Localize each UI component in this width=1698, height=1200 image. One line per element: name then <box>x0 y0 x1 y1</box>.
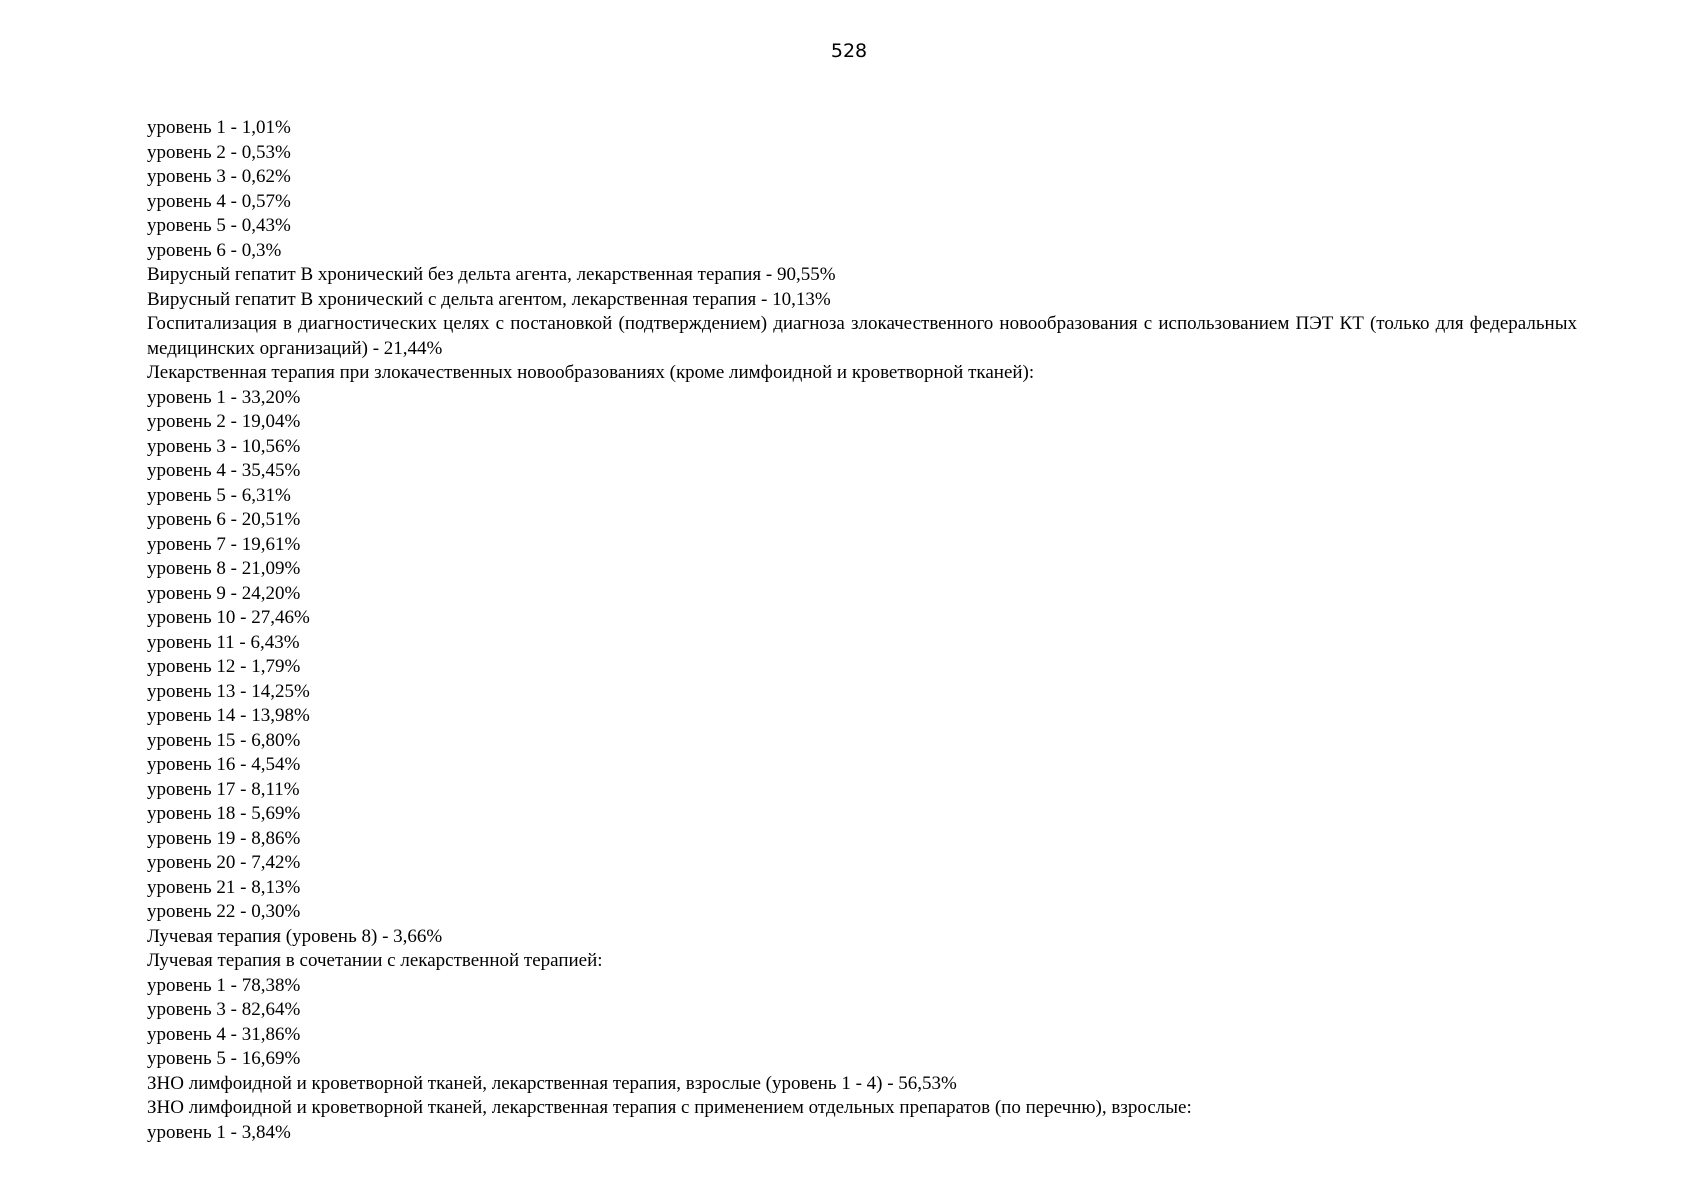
text-line: уровень 22 - 0,30% <box>147 901 301 922</box>
text-line: уровень 5 - 16,69% <box>147 1048 301 1069</box>
text-line: Вирусный гепатит B хронический с дельта агентом, лекарственная терапия - 10,13% <box>147 288 831 310</box>
text-line: уровень 1 - 78,38% <box>147 974 301 996</box>
text-line: уровень 14 - 13,98% <box>147 705 310 726</box>
text-line: уровень 6 - 20,51% <box>147 509 301 530</box>
text-line: уровень 16 - 4,54% <box>147 754 301 775</box>
text-line: уровень 17 - 8,11% <box>147 778 300 800</box>
text-line: ЗНО лимфоидной и кроветворной тканей, лекарственная терапия, взрослые (уровень 1 - 4) - 56,53% <box>147 1072 957 1094</box>
text-line: уровень 5 - 6,31% <box>147 484 291 506</box>
text-line: уровень 1 - 3,84% <box>147 1121 291 1143</box>
text-line: уровень 1 - 33,20% <box>147 386 301 408</box>
text-line: уровень 19 - 8,86% <box>147 827 301 849</box>
text-line: уровень 1 - 1,01% <box>147 117 291 138</box>
text-line: Лучевая терапия в сочетании с лекарственной терапией: <box>147 950 603 971</box>
text-line: уровень 3 - 0,62% <box>147 166 291 187</box>
text-paragraph: Госпитализация в диагностических целях с постановкой (подтверждением) диагноза злокачественного новообразования с использованием ПЭТ КТ (только для федеральных медицинских организаций) - 21,44% <box>147 313 1577 359</box>
text-line: уровень 2 - 19,04% <box>147 411 301 432</box>
text-line: Лекарственная терапия при злокачественных новообразованиях (кроме лимфоидной и кроветворной тканей): <box>147 362 1035 383</box>
text-line: Вирусный гепатит B хронический без дельта агента, лекарственная терапия - 90,55% <box>147 264 836 285</box>
text-line: уровень 8 - 21,09% <box>147 558 301 579</box>
text-line: уровень 4 - 35,45% <box>147 460 301 481</box>
text-line: уровень 18 - 5,69% <box>147 803 301 824</box>
text-line: уровень 21 - 8,13% <box>147 876 301 898</box>
text-line: уровень 9 - 24,20% <box>147 582 301 604</box>
text-line: уровень 20 - 7,42% <box>147 852 301 873</box>
text-line: уровень 12 - 1,79% <box>147 656 301 677</box>
text-line: уровень 2 - 0,53% <box>147 141 291 163</box>
text-line: уровень 4 - 0,57% <box>147 190 291 212</box>
text-line: уровень 3 - 82,64% <box>147 999 301 1020</box>
text-line: уровень 11 - 6,43% <box>147 631 300 653</box>
page-number: 528 <box>830 40 868 62</box>
text-line: уровень 7 - 19,61% <box>147 533 301 555</box>
text-line: уровень 10 - 27,46% <box>147 607 310 628</box>
text-line: ЗНО лимфоидной и кроветворной тканей, лекарственная терапия с применением отдельных препаратов (по перечню), взрослые: <box>147 1097 1192 1118</box>
text-line: уровень 5 - 0,43% <box>147 215 291 236</box>
text-line: уровень 3 - 10,56% <box>147 435 301 457</box>
text-line: уровень 13 - 14,25% <box>147 680 310 702</box>
text-line: уровень 15 - 6,80% <box>147 729 301 751</box>
text-line: Лучевая терапия (уровень 8) - 3,66% <box>147 925 443 947</box>
text-line: уровень 4 - 31,86% <box>147 1023 301 1045</box>
document-body <box>147 116 1577 1145</box>
text-line: уровень 6 - 0,3% <box>147 239 282 261</box>
